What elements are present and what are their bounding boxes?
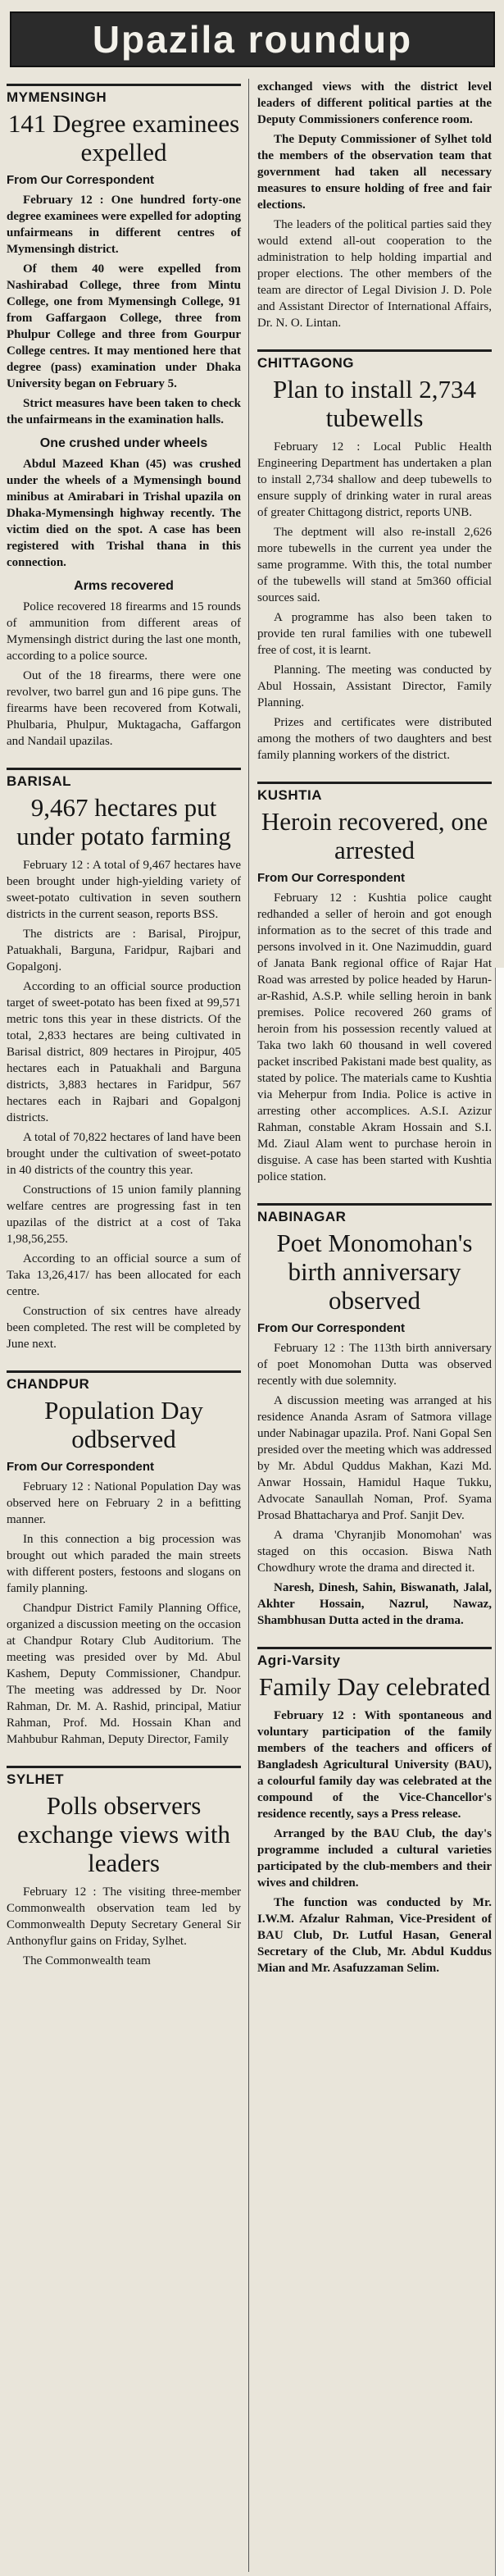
column-left xyxy=(7,79,241,1987)
article xyxy=(257,1203,492,1629)
article-paragraph: February 12 : A total of 9,467 hectares have been brought under high-yielding variety of sweet-potato cultivation in seven southern districts in the current season, reports BSS. xyxy=(7,859,241,921)
sub-headline: One crushed under wheels xyxy=(39,436,208,450)
article-headline: 9,467 hectares put under potato farming xyxy=(16,793,231,850)
article-paragraph: Of them 40 were expelled from Nashirabad College, three from Mintu College, one from Mymensingh College, 91 from Gaffargaon College, three from Phulpur College and three from Gourpur College centres. It may mentioned here that degree (pass) examination under Dhaka University began on February 5. xyxy=(7,262,241,390)
article-paragraph: The leaders of the political parties said they would extend all-out cooperation to the administration to help holding impartial and proper elections. The other members of the team are director of Legal Division J. D. Pole and Assistant Director of International Affairs, Dr. N. O. Lintan. xyxy=(257,218,492,330)
article-paragraph: Strict measures have been taken to check the unfairmeans in the examination halls. xyxy=(7,397,241,426)
column-divider xyxy=(248,79,249,2572)
article-byline: From Our Correspondent xyxy=(7,173,155,187)
dateline-place: CHANDPUR xyxy=(7,1370,241,1393)
article-paragraph: February 12 : National Population Day was observed here on February 2 in a befitting manner. xyxy=(7,1480,241,1526)
article-paragraph: February 12 : The 113th birth anniversary of poet Monomohan Dutta was observed recently with due solemnity. xyxy=(257,1342,492,1388)
dateline-place: SYLHET xyxy=(7,1766,241,1788)
article-paragraph: Chandpur District Family Planning Office, organized a discussion meeting on the occasion at Chandpur Rotary Club Auditorium. The meeting was presided over by Md. Abul Kashem, Deputy Commissioner, Chandpur. The meeting was addressed by Dr. Noor Rahman, Dr. M. A. Rashid, principal, Matiur Rahman, Prof. Md. Hossain Khan and Mahbubur Rahman, Deputy Director, Family xyxy=(7,1602,241,1746)
article-paragraph: Constructions of 15 union family planning welfare centres are progressing fast in ten upazilas of the district at a cost of Taka 1,98,56,255. xyxy=(7,1183,241,1246)
article-paragraph: Out of the 18 firearms, there were one revolver, two barrel gun and 16 pipe guns. The firearms have been recovered from Kotwali, Phulbaria, Phulpur, Muktagacha, Gaffargon and Nandail upazilas. xyxy=(7,669,241,748)
dateline-place: KUSHTIA xyxy=(257,782,492,804)
banner-title: Upazila roundup xyxy=(92,18,413,61)
article-paragraph: Prizes and certificates were distributed among the mothers of two daughters and best family planning workers of the district. xyxy=(257,716,492,762)
dateline-place: Agri-Varsity xyxy=(257,1647,492,1669)
article-paragraph: February 12 : Local Public Health Engineering Department has undertaken a plan to install 2,734 shallow and deep tubewells to ensure supply of drinking water in rural areas of greater Chittagong district, reports UNB. xyxy=(257,440,492,519)
article-paragraph: A total of 70,822 hectares of land have been brought under the cultivation of sweet-potato in 40 districts of the country this year. xyxy=(7,1131,241,1177)
dateline-place: BARISAL xyxy=(7,768,241,790)
article xyxy=(257,1647,492,1976)
article-paragraph: A drama 'Chyranjib Monomohan' was staged on this occasion. Biswa Nath Chowdhury wrote the drama and directed it. xyxy=(257,1529,492,1575)
article-paragraph: Planning. The meeting was conducted by Abul Hossain, Assistant Director, Family Planning. xyxy=(257,663,492,709)
article-paragraph: February 12 : One hundred forty-one degree examinees were expelled for adopting unfairmeans in different centres of Mymensingh district. xyxy=(7,194,241,256)
column-right xyxy=(257,79,492,1995)
article-paragraph: A discussion meeting was arranged at his residence Ananda Asram of Satmora village under Nabinagar upazila. Prof. Nani Gopal Sen presided over the meeting which was addressed by Mr. Abdul Quddus Makhan, Kazi Md. Anwar Hossain, Hamidul Haque Tukku, Advocate Sanaullah Noman, Prof. Syama Prosad Bhattacharya and Prof. Sanjit Dev. xyxy=(257,1394,492,1522)
adjacent-page-edge xyxy=(495,968,504,2576)
article-paragraph: The Commonwealth team xyxy=(23,1954,151,1967)
article-byline: From Our Correspondent xyxy=(257,1321,406,1335)
article-paragraph: Construction of six centres have already been completed. The rest will be completed by June next. xyxy=(7,1305,241,1351)
section-banner xyxy=(10,11,495,67)
article-headline: Heroin recovered, one arrested xyxy=(261,807,488,864)
article-headline: 141 Degree examinees expelled xyxy=(7,109,240,166)
article-paragraph: Naresh, Dinesh, Sahin, Biswanath, Jalal, Akhter Hossain, Nazrul, Nawaz, Shambhusan Dutta acted in the drama. xyxy=(257,1581,492,1627)
article-paragraph: Arranged by the BAU Club, the day's programme included a cultural varieties participated by the club-members and their wives and children. xyxy=(257,1827,492,1890)
dateline-place: CHITTAGONG xyxy=(257,349,492,372)
article xyxy=(7,1370,241,1748)
article-byline: From Our Correspondent xyxy=(7,1460,155,1474)
sub-headline: Arms recovered xyxy=(74,579,174,593)
article-paragraph: February 12 : The visiting three-member Commonwealth observation team led by Commonwealth Deputy Secretary General Sir Anthonyflur gains on Friday, Sylhet. xyxy=(7,1885,241,1948)
article-headline: Population Day odbserved xyxy=(44,1396,203,1453)
article-paragraph: The deptment will also re-install 2,626 more tubewells in the current yea under the same programme. With this, the total number of the tubewells will stand at 5m360 official sources said. xyxy=(257,526,492,604)
article-paragraph: February 12 : With spontaneous and voluntary participation of the family members of the teachers and officers of Bangladesh Agricultural University (BAU), a colourful family day was celebrated at the compound of the Vice-Chancellor's residence recently, says a Press release. xyxy=(257,1709,492,1821)
dateline-place: NABINAGAR xyxy=(257,1203,492,1225)
article xyxy=(257,79,492,331)
article-paragraph: According to an official source a sum of Taka 13,26,417/ has been allocated for each centre. xyxy=(7,1252,241,1298)
article-paragraph: According to an official source production target of sweet-potato has been fixed at 99,571 metric tons this year in these districts. Of the total, 2,833 hectares are being cultivated in Barisal district, 809 hectares in Pirojpur, 405 hectares each in Patuakhali and Barguna districts, 3,883 hectares in Faridpur, 567 hectares each in Rajbari and Gopalgonj districts. xyxy=(7,980,241,1124)
article-headline: Plan to install 2,734 tubewells xyxy=(273,375,476,432)
article-paragraph: A programme has also been taken to provide ten rural families with one tubewell free of cost, it is learnt. xyxy=(257,611,492,657)
article xyxy=(257,349,492,764)
article-byline: From Our Correspondent xyxy=(257,871,406,885)
article-paragraph: In this connection a big procession was brought out which paraded the main streets with different posters, festoons and slogans on family planning. xyxy=(7,1533,241,1595)
article xyxy=(7,84,241,750)
dateline-place: MYMENSINGH xyxy=(7,84,241,106)
article-headline: Polls observers exchange views with leaders xyxy=(17,1791,230,1877)
article-paragraph: exchanged views with the district level leaders of different political parties at the Deputy Commissioners conference room. xyxy=(257,80,492,126)
article-paragraph: February 12 : Kushtia police caught redhanded a seller of heroin and got enough information as to the secret of this trade and persons involved in it. One Nazimuddin, guard of Janata Bank regional office of Rajar Hat Road was arrested by police headed by Harun-ar-Rashid, A.S.P. while selling heroin in bank premises. Police recovered 260 grams of heroin from his possession recently valued at Taka two lakh 60 thousand in well covered packet inscribed Pakistani made best quality, as stated by police. The materials came to Kushtia via Meherpur from India. Police is active in arresting other accomplices. A.S.I. Azizur Rahman, constable Akram Hossain and S.I. Md. Ziaul Alam went to purchase heroin in disguise. A case has been started with Kushtia police station. xyxy=(257,891,492,1183)
article-paragraph: The Deputy Commissioner of Sylhet told the members of the observation team that government had taken all necessary measures to ensure holding of free and fair elections. xyxy=(257,133,492,212)
article-headline: Family Day celebrated xyxy=(258,1672,491,1701)
article-paragraph: Police recovered 18 firearms and 15 rounds of ammunition from different areas of Mymensingh district during the last one month, according to a police source. xyxy=(7,600,241,663)
article xyxy=(257,782,492,1185)
article xyxy=(7,768,241,1352)
article-paragraph: The districts are : Barisal, Pirojpur, Patuakhali, Barguna, Faridpur, Rajbari and Gopalgonj. xyxy=(7,928,241,973)
article-paragraph: The function was conducted by Mr. I.W.M. Afzalur Rahman, Vice-President of BAU Club, Dr. Lutful Hasan, General Secretary of the Club, Mr. Abdul Kuddus Mian and Mr. Asafuzzaman Selim. xyxy=(257,1896,492,1975)
article xyxy=(7,1766,241,1969)
article-paragraph: Abdul Mazeed Khan (45) was crushed under the wheels of a Mymensingh bound minibus at Amirabari in Trishal upazila on Dhaka-Mymensingh highway recently. The victim died on the spot. A case has been registered with Trishal thana in this connection. xyxy=(7,458,241,569)
article-headline: Poet Monomohan's birth anniversary observed xyxy=(276,1229,473,1315)
